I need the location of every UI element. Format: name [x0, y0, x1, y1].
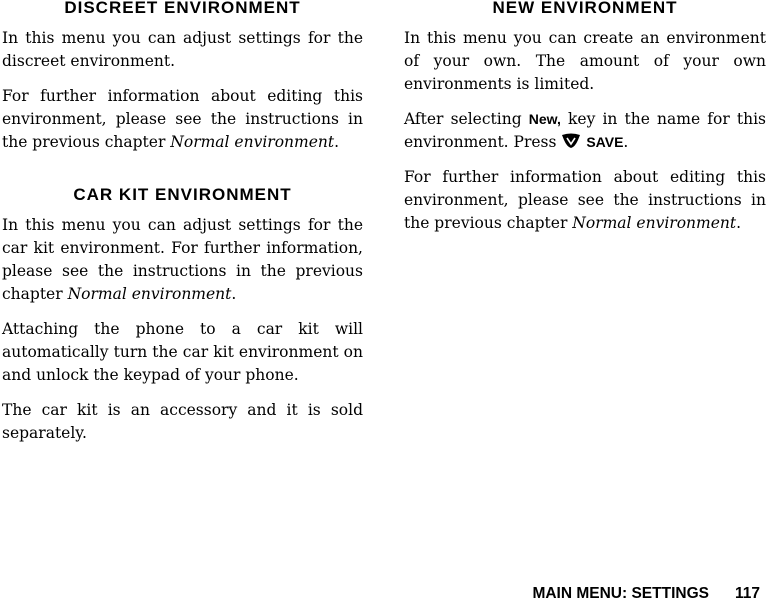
new-environment-intro-paragraph: In this menu you can create an environment of your own. The amount of your own environments is limited. [404, 29, 766, 93]
discreet-intro-paragraph: In this menu you can adjust settings for the discreet environment. [2, 29, 363, 70]
page-footer [532, 585, 760, 603]
new-environment-info-paragraph [404, 166, 766, 235]
steps-text-a: After selecting [404, 110, 529, 128]
discreet-info-paragraph [2, 85, 363, 154]
new-key-label: New, [528, 111, 561, 127]
car-kit-environment-heading: CAR KIT ENVIRONMENT [73, 185, 292, 204]
right-column [404, 0, 766, 235]
discreet-info-end: . [334, 133, 340, 151]
left-column [2, 0, 363, 445]
normal-environment-reference: Normal environment [572, 214, 737, 232]
steps-text-b: key in the name for this environment. Press [404, 110, 766, 151]
car-kit-attach-paragraph: Attaching the phone to a car kit will automatically turn the car kit environment on and unlock the keypad of your phone. [2, 320, 363, 384]
footer-section-title: MAIN MENU: SETTINGS [532, 585, 709, 602]
steps-text-end: . [623, 133, 629, 151]
discreet-environment-heading: DISCREET ENVIRONMENT [64, 0, 301, 17]
new-environment-steps-paragraph [404, 108, 766, 154]
new-info-text: For further information about editing this environment, please see the instructions in the previous chapter [404, 168, 766, 232]
car-kit-intro-end: . [231, 285, 237, 303]
page-number: 117 [734, 585, 760, 602]
save-key-label: SAVE [586, 134, 624, 150]
car-kit-intro-text: In this menu you can adjust settings for the car kit environment. For further information, please see the instructions in the previous chapter [2, 216, 363, 303]
normal-environment-reference: Normal environment [67, 285, 232, 303]
softkey-icon [561, 133, 581, 149]
discreet-info-text: For further information about editing this environment, please see the instructions in the previous chapter [2, 87, 363, 151]
car-kit-accessory-paragraph: The car kit is an accessory and it is sold separately. [2, 401, 363, 442]
new-info-end: . [736, 214, 742, 232]
car-kit-intro-paragraph [2, 214, 363, 306]
normal-environment-reference: Normal environment [170, 133, 335, 151]
new-environment-heading: NEW ENVIRONMENT [492, 0, 678, 17]
